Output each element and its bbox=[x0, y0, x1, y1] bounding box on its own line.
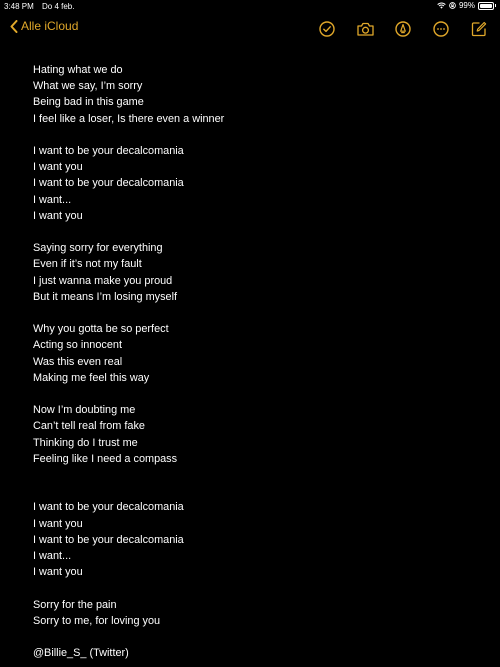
note-line: I want you bbox=[33, 517, 83, 530]
camera-icon bbox=[357, 22, 374, 36]
note-line bbox=[33, 224, 473, 240]
note-line: Being bad in this game bbox=[33, 96, 144, 109]
back-button[interactable] bbox=[10, 19, 78, 33]
note-line: I want to be your decalcomania bbox=[33, 533, 184, 546]
note-line: I want you bbox=[33, 161, 83, 174]
note-line: I feel like a loser, Is there even a winner bbox=[33, 112, 225, 125]
note-line: Can’t tell real from fake bbox=[33, 420, 145, 433]
note-line: I just wanna make you proud bbox=[33, 274, 173, 287]
note-line: I want... bbox=[33, 550, 72, 562]
note-line bbox=[33, 580, 473, 596]
status-time: 3:48 PM bbox=[4, 2, 34, 11]
note-line: Thinking do I trust me bbox=[33, 436, 138, 449]
note-line: Even if it’s not my fault bbox=[33, 258, 142, 271]
note-line bbox=[33, 629, 473, 645]
status-bar bbox=[0, 0, 500, 14]
note-line: Feeling like I need a compass bbox=[33, 452, 178, 465]
note-line: Why you gotta be so perfect bbox=[33, 323, 169, 336]
note-line: Acting so innocent bbox=[33, 339, 122, 352]
note-line bbox=[33, 127, 473, 143]
markup-button[interactable] bbox=[394, 20, 412, 38]
note-line: I want you bbox=[33, 209, 83, 222]
pen-circle-icon bbox=[395, 21, 411, 37]
note-line: I want to be your decalcomania bbox=[33, 501, 184, 514]
compose-icon bbox=[471, 21, 487, 37]
note-line: But it means I’m losing myself bbox=[33, 290, 178, 303]
wifi-icon bbox=[437, 2, 446, 9]
note-line: What we say, I’m sorry bbox=[33, 80, 143, 93]
screen-lock-icon bbox=[449, 2, 456, 9]
status-indicators bbox=[437, 1, 494, 10]
note-line: Saying sorry for everything bbox=[33, 242, 163, 255]
note-line: Now I’m doubting me bbox=[33, 404, 136, 417]
note-line: Sorry to me, for loving you bbox=[33, 614, 161, 627]
note-line: I want you bbox=[33, 566, 83, 579]
ellipsis-circle-icon bbox=[433, 21, 449, 37]
toolbar-actions bbox=[318, 20, 488, 38]
more-button[interactable] bbox=[432, 20, 450, 38]
note-line: Hating what we do bbox=[33, 64, 123, 76]
chevron-left-icon bbox=[10, 20, 18, 33]
note-line: Was this even real bbox=[33, 355, 123, 368]
new-note-button[interactable] bbox=[470, 20, 488, 38]
camera-button[interactable] bbox=[356, 20, 374, 38]
note-line bbox=[33, 483, 473, 499]
status-date: Do 4 feb. bbox=[42, 2, 75, 11]
note-line: Sorry for the pain bbox=[33, 598, 117, 611]
note-line bbox=[33, 467, 473, 483]
note-line: I want... bbox=[33, 193, 72, 206]
note-line: I want to be your decalcomania bbox=[33, 145, 184, 157]
checklist-button[interactable] bbox=[318, 20, 336, 38]
battery-icon bbox=[478, 2, 494, 10]
battery-percentage: 99% bbox=[458, 1, 475, 10]
note-toolbar bbox=[0, 18, 500, 42]
note-line: I want to be your decalcomania bbox=[33, 177, 184, 190]
note-line bbox=[33, 386, 473, 402]
note-line: @Billie_S_ (Twitter) bbox=[33, 647, 129, 660]
note-line: Making me feel this way bbox=[33, 371, 150, 384]
note-body[interactable] bbox=[33, 62, 473, 661]
checkmark-circle-icon bbox=[319, 21, 335, 37]
note-line bbox=[33, 305, 473, 321]
back-button-label: Alle iCloud bbox=[21, 19, 79, 33]
